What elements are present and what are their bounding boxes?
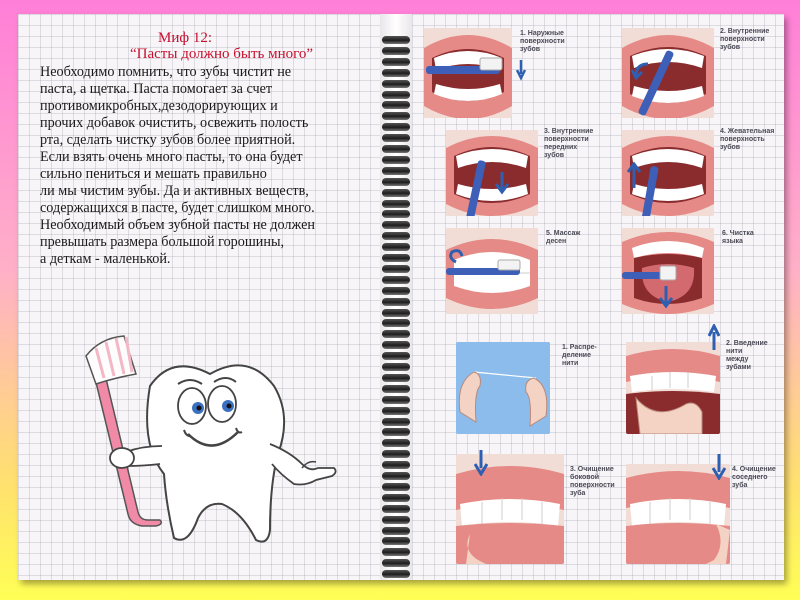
body-line: Необходимо помнить, что зубы чистит не (40, 64, 292, 80)
myth-subtitle: “Пасты должно быть много” (130, 46, 314, 62)
step-1-caption: 1. Наружные поверхности зубов (520, 30, 565, 53)
left-page (18, 14, 380, 580)
spiral-ring (382, 494, 410, 502)
right-page (412, 14, 784, 580)
spiral-ring (382, 36, 410, 44)
spiral-ring (382, 243, 410, 251)
step-inner-surfaces-image (622, 28, 714, 118)
spiral-ring (382, 112, 410, 120)
step-chewing-surfaces-image (622, 130, 714, 216)
spiral-ring (382, 221, 410, 229)
spiral-ring (382, 505, 410, 513)
step-inner-front-teeth-image (446, 130, 538, 216)
spiral-ring (382, 309, 410, 317)
spiral-ring (382, 374, 410, 382)
spiral-ring (382, 428, 410, 436)
arrow-down-icon (474, 450, 488, 476)
open-notebook (18, 14, 784, 580)
spiral-ring (382, 450, 410, 458)
spiral-ring (382, 418, 410, 426)
step-2-caption: 2. Внутренние поверхности зубов (720, 28, 770, 51)
spiral-ring (382, 319, 410, 327)
spiral-ring (382, 548, 410, 556)
step-gum-massage-image (446, 228, 538, 314)
step-tongue-cleaning-image (622, 228, 714, 314)
spiral-ring (382, 396, 410, 404)
spiral-ring (382, 341, 410, 349)
spiral-ring (382, 461, 410, 469)
spiral-ring (382, 352, 410, 360)
body-line: сильно пениться и мешать правильно (40, 166, 267, 182)
spiral-binding (380, 14, 412, 580)
spiral-ring (382, 80, 410, 88)
floss-step-3-caption: 3. Очищение боковой поверхности зуба (570, 466, 615, 497)
spiral-ring (382, 516, 410, 524)
spiral-ring (382, 145, 410, 153)
spiral-ring (382, 527, 410, 535)
step-outer-surfaces-image (424, 28, 512, 118)
step-5-caption: 5. Массаж десен (546, 230, 581, 245)
spiral-ring (382, 167, 410, 175)
spiral-ring (382, 287, 410, 295)
spiral-ring (382, 254, 410, 262)
spiral-ring (382, 178, 410, 186)
spiral-ring (382, 134, 410, 142)
body-line: прочих добавок очистить, освежить полость (40, 115, 309, 131)
body-line: Если взять очень много пасты, то она будет (40, 149, 303, 165)
floss-step-4-caption: 4. Очищение соседнего зуба (732, 466, 776, 489)
spiral-ring (382, 156, 410, 164)
spiral-ring (382, 123, 410, 131)
floss-step-2-caption: 2. Введение нити между зубами (726, 340, 768, 371)
spiral-ring (382, 559, 410, 567)
body-line: а деткам - маленькой. (40, 251, 171, 267)
body-line: ли мы чистим зубы. Да и активных веществ, (40, 183, 309, 199)
floss-step-1-caption: 1. Распре- деление нити (562, 344, 597, 367)
spiral-ring (382, 232, 410, 240)
body-line: Необходимый объем зубной пасты не должен (40, 217, 315, 233)
body-line: превышать размера большой горошины, (40, 234, 285, 250)
myth-title: Миф 12: (158, 30, 213, 46)
body-line: содержащихся в пасте, будет слишком много. (40, 200, 315, 216)
spiral-ring (382, 330, 410, 338)
floss-distribution-image (456, 342, 550, 434)
body-line: рта, сделать чистку зубов более приятной. (40, 132, 296, 148)
spiral-ring (382, 58, 410, 66)
spiral-ring (382, 189, 410, 197)
floss-side-surface-image (456, 454, 564, 564)
spiral-ring (382, 69, 410, 77)
spiral-ring (382, 537, 410, 545)
spiral-ring (382, 570, 410, 578)
step-6-caption: 6. Чистка языка (722, 230, 754, 245)
step-3-caption: 3. Внутренние поверхности передних зубов (544, 128, 594, 159)
arrow-up-icon (708, 324, 720, 350)
spiral-ring (382, 385, 410, 393)
spiral-ring (382, 298, 410, 306)
arrow-down-icon (712, 454, 726, 480)
spiral-ring (382, 439, 410, 447)
spiral-ring (382, 407, 410, 415)
floss-insertion-image (626, 342, 720, 434)
spiral-ring (382, 472, 410, 480)
spiral-ring (382, 200, 410, 208)
myth-body-text (40, 64, 378, 268)
spiral-ring (382, 363, 410, 371)
body-line: паста, а щетка. Паста помогает за счет (40, 81, 273, 97)
spiral-ring (382, 91, 410, 99)
spiral-ring (382, 265, 410, 273)
spiral-ring (382, 210, 410, 218)
spiral-ring (382, 47, 410, 55)
spiral-ring (382, 276, 410, 284)
spiral-ring (382, 101, 410, 109)
tooth-mascot-illustration (80, 334, 340, 554)
arrow-down-icon (516, 60, 526, 82)
step-4-caption: 4. Жевательная поверхность зубов (720, 128, 775, 151)
body-line: противомикробных,дезодорирующих и (40, 98, 278, 114)
spiral-ring (382, 483, 410, 491)
